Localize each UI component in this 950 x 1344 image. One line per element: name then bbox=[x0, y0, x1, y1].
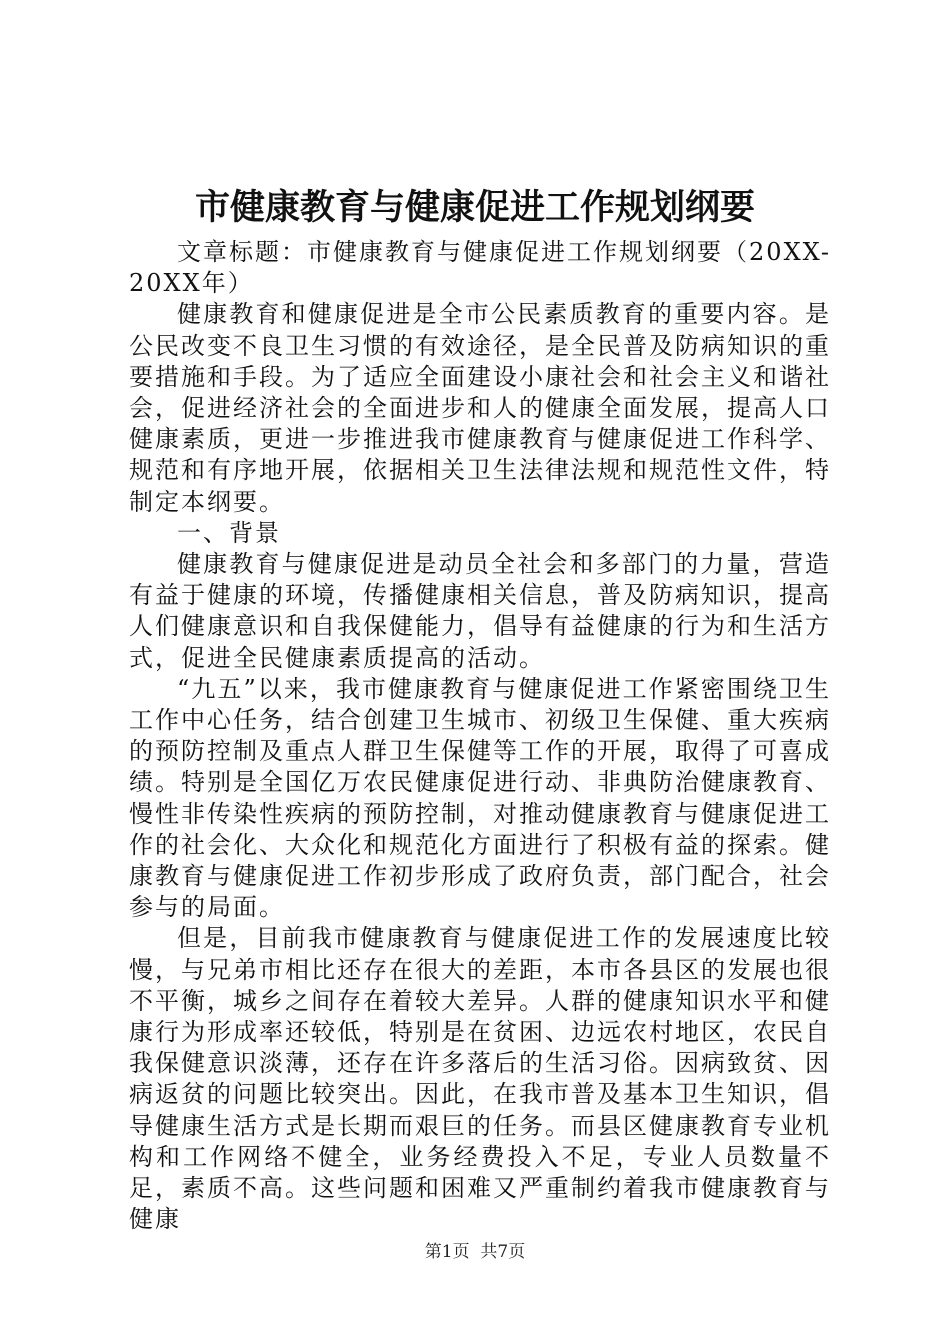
section-heading-background: 一、背景 bbox=[177, 518, 281, 547]
article-title-line: 文章标题：市健康教育与健康促进工作规划纲要（20XX-20XX年） bbox=[129, 238, 831, 298]
background-paragraph-2: “九五”以来，我市健康教育与健康促进工作紧密围绕卫生工作中心任务，结合创建卫生城市、初级卫生保健、重大疾病的预防控制及重点人群卫生保健等工作的开展，取得了可喜成绩。特别是全国亿万农民健康促进行动、非典防治健康教育、慢性非传染性疾病的预防控制，对推动健康教育与健康促进工作的社会化、大众化和规范化方面进行了积极有益的探索。健康教育与健康促进工作初步形成了政府负责，部门配合，社会参与的局面。 bbox=[129, 674, 831, 922]
background-paragraph-1: 健康教育与健康促进是动员全社会和多部门的力量，营造有益于健康的环境，传播健康相关信息，普及防病知识，提高人们健康意识和自我保健能力，倡导有益健康的行为和生活方式，促进全民健康素质提高的活动。 bbox=[129, 550, 831, 672]
page-footer bbox=[0, 1240, 950, 1264]
background-paragraph-3: 但是，目前我市健康教育与健康促进工作的发展速度比较慢，与兄弟市相比还存在很大的差距，本市各县区的发展也很不平衡，城乡之间存在着较大差异。人群的健康知识水平和健康行为形成率还较低，特别是在贫困、边远农村地区，农民自我保健意识淡薄，还存在许多落后的生活习俗。因病致贫、因病返贫的问题比较突出。因此，在我市普及基本卫生知识，倡导健康生活方式是长期而艰巨的任务。而县区健康教育专业机构和工作网络不健全，业务经费投入不足，专业人员数量不足，素质不高。这些问题和困难又严重制约着我市健康教育与健康 bbox=[129, 924, 831, 1234]
document-body bbox=[129, 237, 831, 1236]
intro-paragraph: 健康教育和健康促进是全市公民素质教育的重要内容。是公民改变不良卫生习惯的有效途径，是全民普及防病知识的重要措施和手段。为了适应全面建设小康社会和社会主义和谐社会，促进经济社会的全面进步和人的健康全面发展，提高人口健康素质，更进一步推进我市健康教育与健康促进工作科学、规范和有序地开展，依据相关卫生法律法规和规范性文件，特制定本纲要。 bbox=[129, 300, 831, 516]
document-title: 市健康教育与健康促进工作规划纲要 bbox=[194, 187, 755, 228]
page-number: 第1页 共7页 bbox=[424, 1242, 526, 1262]
